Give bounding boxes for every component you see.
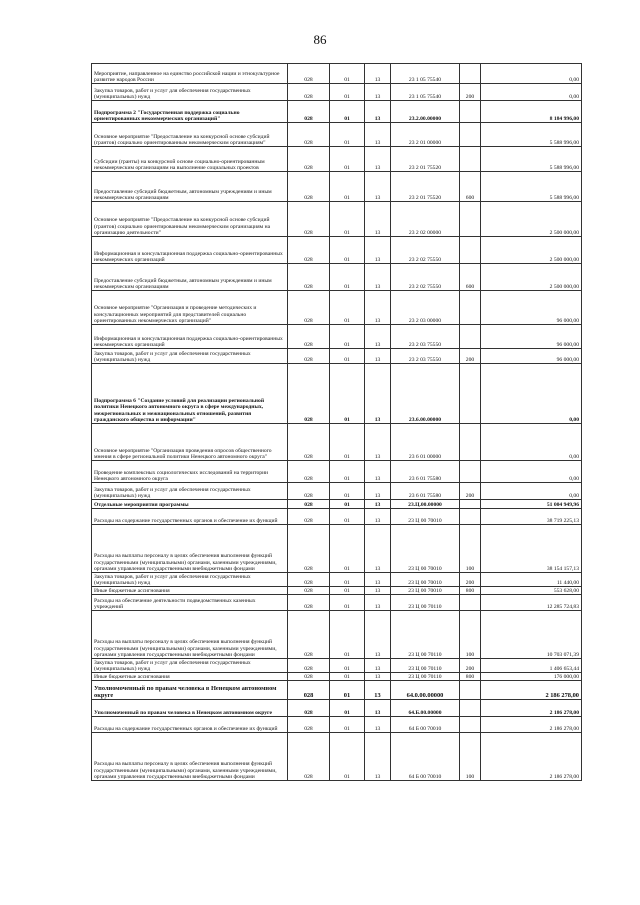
ministry-code-cell: 028 <box>288 84 330 101</box>
amount-cell: 8 184 996,00 <box>481 101 582 123</box>
table-row <box>92 349 582 364</box>
expense-type-code-cell: 800 <box>460 587 481 595</box>
amount-cell: 0,00 <box>481 424 582 461</box>
target-item-code-cell: 23 1 05 75540 <box>391 84 460 101</box>
target-item-code-cell: 23 2 03 75550 <box>391 349 460 364</box>
row-name-cell: Закупка товаров, работ и услуг для обеспечения государственных (муниципальных) нужд <box>92 84 288 101</box>
subsection-code-cell: 13 <box>365 264 391 291</box>
amount-cell: 96 000,00 <box>481 291 582 325</box>
ministry-code-cell: 028 <box>288 123 330 147</box>
ministry-code-cell: 028 <box>288 573 330 587</box>
expense-type-code-cell <box>460 700 481 717</box>
ministry-code-cell: 028 <box>288 659 330 673</box>
table-row <box>92 673 582 681</box>
target-item-code-cell: 23 Ц 00 70010 <box>391 573 460 587</box>
target-item-code-cell: 23 2 01 00000 <box>391 123 460 147</box>
section-code-cell: 01 <box>330 659 365 673</box>
amount-cell: 0,00 <box>481 461 582 483</box>
ministry-code-cell: 028 <box>288 349 330 364</box>
row-name-cell: Уполномоченный по правам человека в Ненецком автономном округе <box>92 681 288 700</box>
budget-table <box>91 63 582 781</box>
target-item-code-cell: 23 2 03 75550 <box>391 325 460 349</box>
row-name-cell: Основное мероприятие "Предоставление на конкурсной основе субсидий (грантов) социально ориентированным некоммерческим организациям на организацию деятельности" <box>92 202 288 237</box>
section-code-cell: 01 <box>330 264 365 291</box>
ministry-code-cell: 028 <box>288 733 330 781</box>
section-code-cell: 01 <box>330 733 365 781</box>
section-code-cell: 01 <box>330 172 365 202</box>
row-name-cell: Расходы на выплаты персоналу в целях обеспечения выполнения функций государственными (муниципальными) органами, казенными учреждениями, органами управления государственными внебюджетными фондами <box>92 611 288 659</box>
target-item-code-cell: 23.Ц.00.00000 <box>391 500 460 509</box>
section-code-cell: 01 <box>330 84 365 101</box>
subsection-code-cell: 13 <box>365 84 391 101</box>
row-name-cell: Мероприятие, направленное на единство российской нации и этнокультурное развитие народов России <box>92 64 288 84</box>
ministry-code-cell: 028 <box>288 483 330 500</box>
target-item-code-cell: 64 Б 00 70010 <box>391 717 460 733</box>
table-row <box>92 364 582 424</box>
ministry-code-cell: 028 <box>288 673 330 681</box>
expense-type-code-cell <box>460 717 481 733</box>
table-row <box>92 264 582 291</box>
amount-cell: 2 500 000,00 <box>481 237 582 264</box>
row-name-cell: Расходы на выплаты персоналу в целях обеспечения выполнения функций государственными (муниципальными) органами, казенными учреждениями, органами управления государственными внебюджетными фондами <box>92 733 288 781</box>
target-item-code-cell: 23 2 02 75550 <box>391 264 460 291</box>
subsection-code-cell: 13 <box>365 461 391 483</box>
table-row <box>92 717 582 733</box>
table-row <box>92 325 582 349</box>
section-code-cell: 01 <box>330 587 365 595</box>
target-item-code-cell: 23 2 01 75520 <box>391 172 460 202</box>
section-code-cell: 01 <box>330 500 365 509</box>
subsection-code-cell: 13 <box>365 681 391 700</box>
subsection-code-cell: 13 <box>365 172 391 202</box>
ministry-code-cell: 028 <box>288 237 330 264</box>
amount-cell: 5 588 996,00 <box>481 147 582 172</box>
expense-type-code-cell <box>460 461 481 483</box>
table-row <box>92 461 582 483</box>
amount-cell: 1 406 653,44 <box>481 659 582 673</box>
table-row <box>92 611 582 659</box>
subsection-code-cell: 13 <box>365 573 391 587</box>
section-code-cell: 01 <box>330 364 365 424</box>
table-row <box>92 424 582 461</box>
ministry-code-cell: 028 <box>288 595 330 611</box>
section-code-cell: 01 <box>330 681 365 700</box>
table-row <box>92 101 582 123</box>
expense-type-code-cell: 100 <box>460 525 481 573</box>
table-row <box>92 500 582 509</box>
expense-type-code-cell: 600 <box>460 172 481 202</box>
row-name-cell: Уполномоченный по правам человека в Ненецком автономном округе <box>92 700 288 717</box>
table-row <box>92 525 582 573</box>
section-code-cell: 01 <box>330 325 365 349</box>
expense-type-code-cell <box>460 101 481 123</box>
subsection-code-cell: 13 <box>365 325 391 349</box>
ministry-code-cell: 028 <box>288 325 330 349</box>
target-item-code-cell: 23.2.00.00000 <box>391 101 460 123</box>
amount-cell: 0,00 <box>481 483 582 500</box>
target-item-code-cell: 23 Ц 00 70010 <box>391 509 460 525</box>
amount-cell: 11 440,00 <box>481 573 582 587</box>
ministry-code-cell: 028 <box>288 700 330 717</box>
ministry-code-cell: 028 <box>288 509 330 525</box>
amount-cell: 0,00 <box>481 364 582 424</box>
expense-type-code-cell <box>460 325 481 349</box>
subsection-code-cell: 13 <box>365 349 391 364</box>
amount-cell: 2 186 278,00 <box>481 717 582 733</box>
row-name-cell: Отдельные мероприятия программы <box>92 500 288 509</box>
table-row <box>92 147 582 172</box>
target-item-code-cell: 23 Ц 00 70110 <box>391 595 460 611</box>
subsection-code-cell: 13 <box>365 424 391 461</box>
subsection-code-cell: 13 <box>365 291 391 325</box>
ministry-code-cell: 028 <box>288 64 330 84</box>
row-name-cell: Подпрограмма 2 "Государственная поддержка социально ориентированных некоммерческих организаций" <box>92 101 288 123</box>
ministry-code-cell: 028 <box>288 291 330 325</box>
subsection-code-cell: 13 <box>365 611 391 659</box>
expense-type-code-cell <box>460 237 481 264</box>
amount-cell: 0,00 <box>481 84 582 101</box>
row-name-cell: Закупка товаров, работ и услуг для обеспечения государственных (муниципальных) нужд <box>92 349 288 364</box>
section-code-cell: 01 <box>330 700 365 717</box>
expense-type-code-cell <box>460 595 481 611</box>
row-name-cell: Расходы на выплаты персоналу в целях обеспечения выполнения функций государственными (муниципальными) органами, казенными учреждениями, органами управления государственными внебюджетными фондами <box>92 525 288 573</box>
ministry-code-cell: 028 <box>288 500 330 509</box>
expense-type-code-cell <box>460 202 481 237</box>
row-name-cell: Закупка товаров, работ и услуг для обеспечения государственных (муниципальных) нужд <box>92 659 288 673</box>
row-name-cell: Расходы на обеспечение деятельности подведомственных казенных учреждений <box>92 595 288 611</box>
section-code-cell: 01 <box>330 483 365 500</box>
subsection-code-cell: 13 <box>365 101 391 123</box>
expense-type-code-cell <box>460 500 481 509</box>
amount-cell: 38 154 157,13 <box>481 525 582 573</box>
subsection-code-cell: 13 <box>365 700 391 717</box>
subsection-code-cell: 13 <box>365 147 391 172</box>
ministry-code-cell: 028 <box>288 202 330 237</box>
amount-cell: 51 004 949,96 <box>481 500 582 509</box>
subsection-code-cell: 13 <box>365 509 391 525</box>
amount-cell: 2 186 278,00 <box>481 733 582 781</box>
subsection-code-cell: 13 <box>365 733 391 781</box>
subsection-code-cell: 13 <box>365 64 391 84</box>
target-item-code-cell: 64.Б.00.00000 <box>391 700 460 717</box>
amount-cell: 96 000,00 <box>481 349 582 364</box>
row-name-cell: Предоставление субсидий бюджетным, автономным учреждениям и иным некоммерческим организациям <box>92 264 288 291</box>
row-name-cell: Расходы на содержание государственных органов и обеспечение их функций <box>92 509 288 525</box>
target-item-code-cell: 23 2 02 75550 <box>391 237 460 264</box>
amount-cell: 2 186 278,00 <box>481 700 582 717</box>
expense-type-code-cell: 100 <box>460 611 481 659</box>
section-code-cell: 01 <box>330 595 365 611</box>
expense-type-code-cell: 200 <box>460 349 481 364</box>
row-name-cell: Иные бюджетные ассигнования <box>92 587 288 595</box>
amount-cell: 2 500 000,00 <box>481 202 582 237</box>
target-item-code-cell: 23 Ц 00 70110 <box>391 673 460 681</box>
ministry-code-cell: 028 <box>288 424 330 461</box>
section-code-cell: 01 <box>330 123 365 147</box>
table-row <box>92 573 582 587</box>
section-code-cell: 01 <box>330 461 365 483</box>
table-row <box>92 681 582 700</box>
amount-cell: 5 588 996,00 <box>481 172 582 202</box>
target-item-code-cell: 23 Ц 00 70110 <box>391 659 460 673</box>
expense-type-code-cell <box>460 291 481 325</box>
table-row <box>92 202 582 237</box>
ministry-code-cell: 028 <box>288 587 330 595</box>
table-row <box>92 659 582 673</box>
subsection-code-cell: 13 <box>365 500 391 509</box>
ministry-code-cell: 028 <box>288 172 330 202</box>
section-code-cell: 01 <box>330 64 365 84</box>
amount-cell: 96 000,00 <box>481 325 582 349</box>
section-code-cell: 01 <box>330 291 365 325</box>
subsection-code-cell: 13 <box>365 659 391 673</box>
table-row <box>92 733 582 781</box>
table-row <box>92 509 582 525</box>
table-row <box>92 291 582 325</box>
row-name-cell: Основное мероприятие "Организация и проведение методических и консультационных мероприятий для представителей социально ориентированных некоммерческих организаций" <box>92 291 288 325</box>
subsection-code-cell: 13 <box>365 483 391 500</box>
section-code-cell: 01 <box>330 717 365 733</box>
expense-type-code-cell: 800 <box>460 673 481 681</box>
expense-type-code-cell: 200 <box>460 659 481 673</box>
row-name-cell: Основное мероприятие "Предоставление на конкурсной основе субсидий (грантов) социально ориентированным некоммерческим организациям" <box>92 123 288 147</box>
expense-type-code-cell <box>460 424 481 461</box>
expense-type-code-cell: 100 <box>460 733 481 781</box>
row-name-cell: Проведение комплексных социологических исследований на территории Ненецкого автономного округа <box>92 461 288 483</box>
row-name-cell: Предоставление субсидий бюджетным, автономным учреждениям и иным некоммерческим организациям <box>92 172 288 202</box>
target-item-code-cell: 64 Б 00 70010 <box>391 733 460 781</box>
target-item-code-cell: 64.0.00.00000 <box>391 681 460 700</box>
expense-type-code-cell <box>460 364 481 424</box>
amount-cell: 38 719 225,13 <box>481 509 582 525</box>
section-code-cell: 01 <box>330 673 365 681</box>
amount-cell: 5 588 996,00 <box>481 123 582 147</box>
subsection-code-cell: 13 <box>365 237 391 264</box>
amount-cell: 12 285 724,83 <box>481 595 582 611</box>
section-code-cell: 01 <box>330 573 365 587</box>
table-row <box>92 700 582 717</box>
table-row <box>92 84 582 101</box>
section-code-cell: 01 <box>330 147 365 172</box>
section-code-cell: 01 <box>330 509 365 525</box>
ministry-code-cell: 028 <box>288 525 330 573</box>
section-code-cell: 01 <box>330 349 365 364</box>
amount-cell: 2 186 278,00 <box>481 681 582 700</box>
row-name-cell: Иные бюджетные ассигнования <box>92 673 288 681</box>
target-item-code-cell: 23 Ц 00 70010 <box>391 587 460 595</box>
amount-cell: 0,00 <box>481 64 582 84</box>
subsection-code-cell: 13 <box>365 123 391 147</box>
table-row <box>92 172 582 202</box>
amount-cell: 553 628,00 <box>481 587 582 595</box>
section-code-cell: 01 <box>330 101 365 123</box>
target-item-code-cell: 23 6 01 00000 <box>391 424 460 461</box>
page-number: 86 <box>313 32 327 47</box>
subsection-code-cell: 13 <box>365 587 391 595</box>
target-item-code-cell: 23 1 05 75540 <box>391 64 460 84</box>
subsection-code-cell: 13 <box>365 717 391 733</box>
section-code-cell: 01 <box>330 202 365 237</box>
expense-type-code-cell <box>460 681 481 700</box>
row-name-cell: Информационная и консультационная поддержка социально-ориентированных некоммерческих организаций <box>92 325 288 349</box>
subsection-code-cell: 13 <box>365 595 391 611</box>
expense-type-code-cell: 200 <box>460 84 481 101</box>
ministry-code-cell: 028 <box>288 147 330 172</box>
table-row <box>92 123 582 147</box>
expense-type-code-cell: 200 <box>460 573 481 587</box>
ministry-code-cell: 028 <box>288 264 330 291</box>
subsection-code-cell: 13 <box>365 525 391 573</box>
amount-cell: 2 500 000,00 <box>481 264 582 291</box>
table-row <box>92 64 582 84</box>
ministry-code-cell: 028 <box>288 717 330 733</box>
expense-type-code-cell: 600 <box>460 264 481 291</box>
target-item-code-cell: 23 2 02 00000 <box>391 202 460 237</box>
section-code-cell: 01 <box>330 611 365 659</box>
row-name-cell: Основное мероприятие "Организация проведения опросов общественного мнения в сфере региональной политики Ненецкого автономного округа" <box>92 424 288 461</box>
expense-type-code-cell: 200 <box>460 483 481 500</box>
row-name-cell: Закупка товаров, работ и услуг для обеспечения государственных (муниципальных) нужд <box>92 573 288 587</box>
target-item-code-cell: 23 2 01 75520 <box>391 147 460 172</box>
section-code-cell: 01 <box>330 424 365 461</box>
section-code-cell: 01 <box>330 237 365 264</box>
section-code-cell: 01 <box>330 525 365 573</box>
expense-type-code-cell <box>460 123 481 147</box>
row-name-cell: Закупка товаров, работ и услуг для обеспечения государственных (муниципальных) нужд <box>92 483 288 500</box>
subsection-code-cell: 13 <box>365 364 391 424</box>
ministry-code-cell: 028 <box>288 101 330 123</box>
ministry-code-cell: 028 <box>288 611 330 659</box>
expense-type-code-cell <box>460 147 481 172</box>
table-row <box>92 595 582 611</box>
row-name-cell: Субсидии (гранты) на конкурсной основе социально-ориентированным некоммерческим организациям на выполнение социальных проектов <box>92 147 288 172</box>
subsection-code-cell: 13 <box>365 673 391 681</box>
table-row <box>92 483 582 500</box>
table-row <box>92 237 582 264</box>
amount-cell: 10 703 071,39 <box>481 611 582 659</box>
ministry-code-cell: 028 <box>288 461 330 483</box>
target-item-code-cell: 23 Ц 00 70010 <box>391 525 460 573</box>
expense-type-code-cell <box>460 509 481 525</box>
subsection-code-cell: 13 <box>365 202 391 237</box>
row-name-cell: Подпрограмма 6 "Создание условий для реализации региональной политики Ненецкого автономного округа в сфере международных, межрегиональных и межнациональных отношений, развития гражданского общества и информации" <box>92 364 288 424</box>
target-item-code-cell: 23.6.00.00000 <box>391 364 460 424</box>
target-item-code-cell: 23 6 01 75580 <box>391 483 460 500</box>
ministry-code-cell: 028 <box>288 364 330 424</box>
ministry-code-cell: 028 <box>288 681 330 700</box>
target-item-code-cell: 23 2 03 00000 <box>391 291 460 325</box>
target-item-code-cell: 23 6 01 75580 <box>391 461 460 483</box>
row-name-cell: Информационная и консультационная поддержка социально-ориентированных некоммерческих организаций <box>92 237 288 264</box>
row-name-cell: Расходы на содержание государственных органов и обеспечение их функций <box>92 717 288 733</box>
target-item-code-cell: 23 Ц 00 70110 <box>391 611 460 659</box>
table-row <box>92 587 582 595</box>
expense-type-code-cell <box>460 64 481 84</box>
amount-cell: 176 000,00 <box>481 673 582 681</box>
